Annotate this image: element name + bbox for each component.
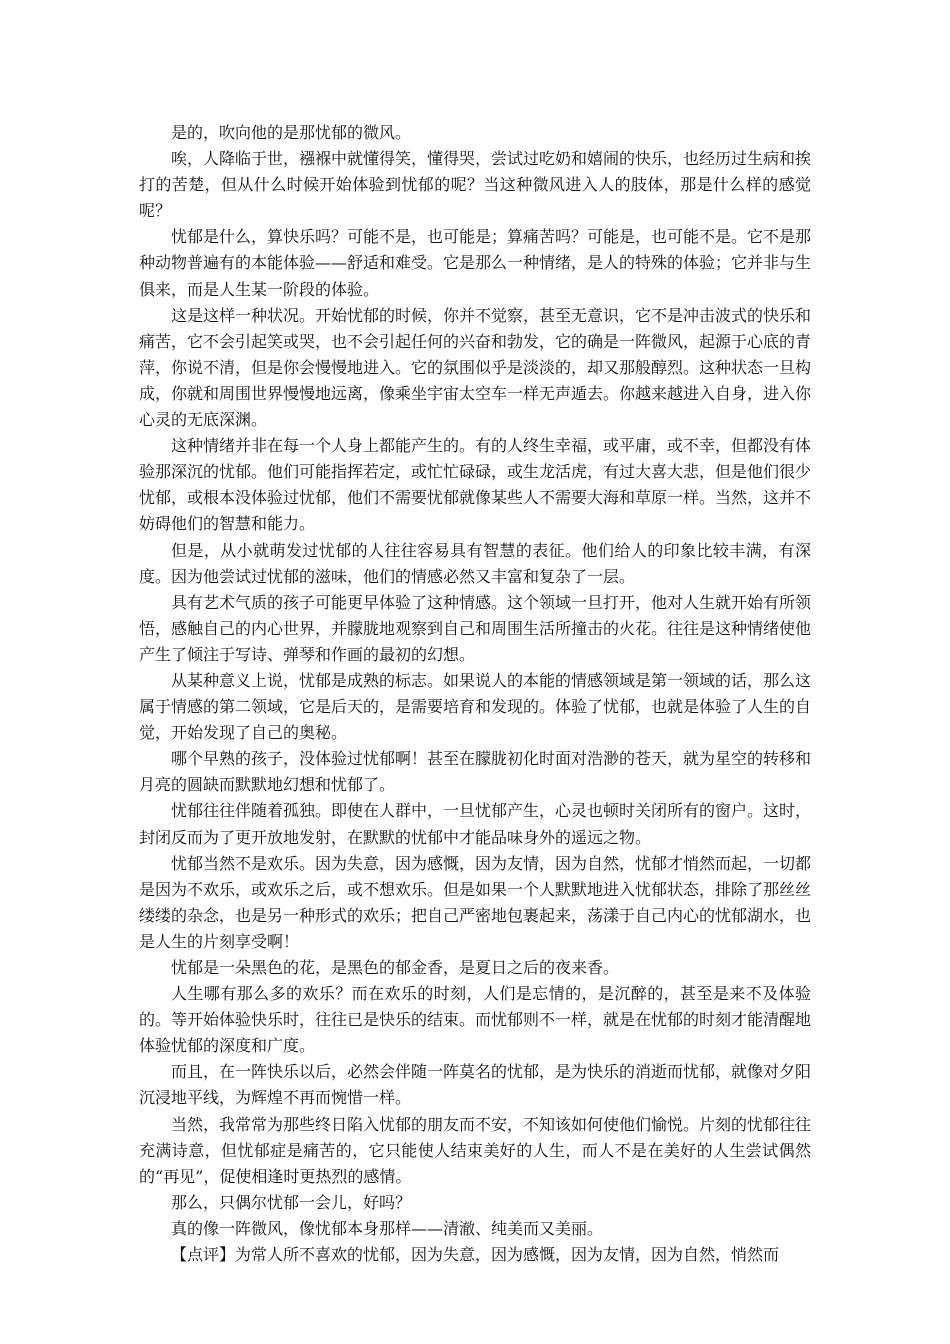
paragraph: 唉，人降临于世，襁褓中就懂得笑，懂得哭，尝试过吃奶和嬉闹的快乐，也经历过生病和挨打的苦楚，但从什么时候开始体验到忧郁的呢？当这种微风进入人的肢体，那是什么样的感觉呢？ (139, 149, 812, 221)
comment-text: 为常人所不喜欢的忧郁，因为失意，因为感慨，因为友情，因为自然，悄然而 (235, 1245, 780, 1265)
paragraph: 而且，在一阵快乐以后，必然会伴随一阵莫名的忧郁，是为快乐的消逝而忧郁，就像对夕阳沉浸地平线，为辉煌不再而惋惜一样。 (139, 1062, 812, 1108)
comment-paragraph (139, 1242, 811, 1268)
comment-tag: 【点评】 (171, 1245, 236, 1265)
paragraph: 人生哪有那么多的欢乐？而在欢乐的时刻，人们是忘情的，是沉醉的，甚至是来不及体验的。等开始体验快乐时，往往已是快乐的结束。而忧郁则不一样，就是在忧郁的时刻才能清醒地体验忧郁的深度和广度。 (139, 984, 812, 1056)
paragraph: 是的，吹向他的是那忧郁的微风。 (171, 123, 412, 142)
paragraph: 这是这样一种状况。开始忧郁的时候，你并不觉察，甚至无意识，它不是冲击波式的快乐和痛苦，它不会引起笑或哭，也不会引起任何的兴奋和勃发，它的确是一阵微风，起源于心底的青萍，你说不清，但是你会慢慢地进入。它的氛围似乎是淡淡的，却又那般醇烈。这种状态一旦构成，你就和周围世界慢慢地远离，像乘坐宇宙太空车一样无声遁去。你越来越进入自身，进入你心灵的无底深渊。 (139, 305, 812, 430)
paragraph: 真的像一阵微风，像忧郁本身那样——清澈、纯美而又美丽。 (171, 1218, 604, 1238)
paragraph: 从某种意义上说，忧郁是成熟的标志。如果说人的本能的情感领域是第一领域的话，那么这属于情感的第二领域，它是后天的，是需要培育和发现的。体验了忧郁，也就是体验了人生的自觉，开始发现了自己的奥秘。 (139, 670, 812, 743)
paragraph: 当然，我常常为那些终日陷入忧郁的朋友而不安，不知该如何使他们愉悦。片刻的忧郁往往充满诗意，但忧郁症是痛苦的，它只能使人结束美好的人生，而人不是在美好的人生尝试偶然的“再见”，促使相逢时更热烈的感情。 (139, 1114, 812, 1186)
paragraph: 具有艺术气质的孩子可能更早体验了这种情感。这个领域一旦打开，他对人生就开始有所领悟，感触自己的内心世界，并朦胧地观察到自己和周围生活所撞击的火花。往往是这种情绪使他产生了倾注于写诗、弹琴和作画的最初的幻想。 (139, 592, 812, 664)
document-body (139, 120, 811, 1268)
paragraph: 忧郁当然不是欢乐。因为失意，因为感慨，因为友情，因为自然，忧郁才悄然而起，一切都是因为不欢乐，或欢乐之后，或不想欢乐。但是如果一个人默默地进入忧郁状态，排除了那丝丝缕缕的杂念，也是另一种形式的欢乐；把自己严密地包裹起来，荡漾于自己内心的忧郁湖水，也是人生的片刻享受啊！ (139, 853, 812, 951)
paragraph: 忧郁是什么，算快乐吗？可能不是，也可能是；算痛苦吗？可能是，也可能不是。它不是那种动物普遍有的本能体验——舒适和难受。它是那么一种情绪，是人的特殊的体验；它并非与生俱来，而是人生某一阶段的体验。 (139, 227, 812, 299)
paragraph: 哪个早熟的孩子，没体验过忧郁啊！甚至在朦胧初化时面对浩渺的苍天，就为星空的转移和月亮的圆缺而默默地幻想和忧郁了。 (139, 749, 812, 795)
paragraph: 这种情绪并非在每一个人身上都能产生的。有的人终生幸福，或平庸，或不幸，但都没有体验那深沉的忧郁。他们可能指挥若定，或忙忙碌碌，或生龙活虎，有过大喜大悲，但是他们很少忧郁，或根本没体验过忧郁，他们不需要忧郁就像某些人不需要大海和草原一样。当然，这并不妨碍他们的智慧和能力。 (139, 436, 812, 534)
paragraph: 但是，从小就萌发过忧郁的人往往容易具有智慧的表征。他们给人的印象比较丰满，有深度。因为他尝试过忧郁的滋味，他们的情感必然又丰富和复杂了一层。 (139, 540, 811, 586)
paragraph: 忧郁是一朵黑色的花，是黑色的郁金香，是夏日之后的夜来香。 (171, 958, 620, 977)
paragraph: 那么，只偶尔忧郁一会儿，好吗？ (171, 1192, 412, 1212)
paragraph: 忧郁往往伴随着孤独。即使在人群中，一旦忧郁产生，心灵也顿时关闭所有的窗户。这时，封闭反而为了更开放地发射，在默默的忧郁中才能品味身外的遥远之物。 (139, 801, 812, 847)
